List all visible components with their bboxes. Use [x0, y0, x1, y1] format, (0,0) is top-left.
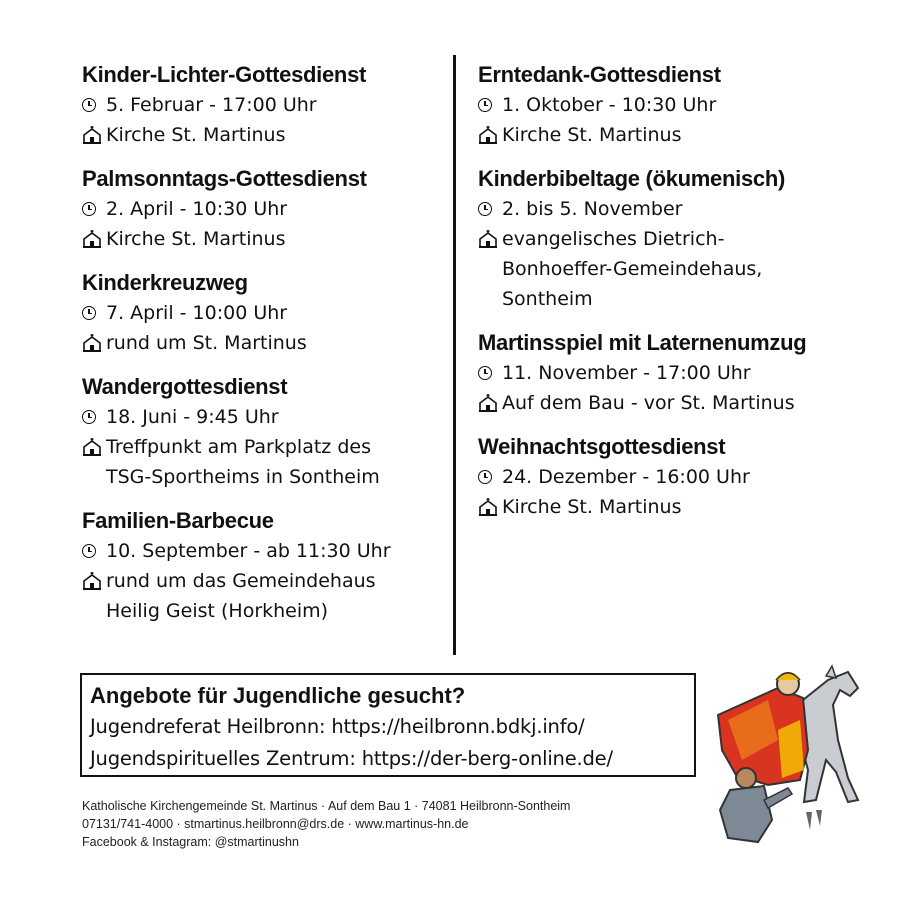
event-title: Martinsspiel mit Laternenumzug	[478, 330, 807, 355]
horse-shape	[800, 672, 858, 802]
beggar-body	[720, 786, 772, 842]
event-title: Wandergottesdienst	[82, 374, 288, 399]
events-right-column	[478, 60, 878, 536]
event-date-row	[478, 462, 878, 492]
footer-contact	[82, 797, 702, 851]
event-place-row	[478, 388, 878, 418]
event-item	[82, 506, 447, 626]
event-date: 10. September - ab 11:30 Uhr	[106, 540, 391, 562]
event-date-row	[82, 536, 447, 566]
event-place: Auf dem Bau - vor St. Martinus	[502, 392, 795, 414]
event-place-row	[82, 224, 447, 254]
st-martin-illustration	[708, 660, 878, 850]
event-date: 11. November - 17:00 Uhr	[502, 362, 751, 384]
church-icon	[478, 388, 502, 418]
event-date-row	[478, 90, 878, 120]
church-icon	[82, 120, 106, 150]
youth-link-berg[interactable]: Jugendspirituelles Zentrum: https://der-berg-online.de/	[90, 747, 613, 770]
clock-icon	[82, 90, 106, 120]
clock-icon	[82, 194, 106, 224]
clock-icon	[478, 194, 502, 224]
event-place-row	[82, 432, 447, 492]
youth-offers-box	[80, 673, 696, 777]
event-date-row	[82, 402, 447, 432]
event-place-row	[82, 566, 447, 626]
event-place: Treffpunkt am Parkplatz des TSG-Sportheims in Sontheim	[106, 436, 380, 488]
beggar-head	[736, 768, 756, 788]
footer-social: Facebook & Instagram: @stmartinushn	[82, 835, 299, 849]
event-item	[478, 328, 878, 418]
event-place: Kirche St. Martinus	[106, 124, 286, 146]
event-place-row	[478, 224, 878, 314]
event-place: rund um St. Martinus	[106, 332, 307, 354]
event-title: Erntedank-Gottesdienst	[478, 62, 721, 87]
event-date: 2. April - 10:30 Uhr	[106, 198, 288, 220]
church-icon	[82, 328, 106, 358]
event-date: 24. Dezember - 16:00 Uhr	[502, 466, 750, 488]
event-date: 5. Februar - 17:00 Uhr	[106, 94, 317, 116]
clock-icon	[478, 462, 502, 492]
event-place-row	[478, 492, 878, 522]
event-place: Kirche St. Martinus	[106, 228, 286, 250]
event-date-row	[478, 358, 878, 388]
youth-link-jugendreferat[interactable]: Jugendreferat Heilbronn: https://heilbronn.bdkj.info/	[90, 715, 585, 738]
event-date: 7. April - 10:00 Uhr	[106, 302, 288, 324]
event-date: 18. Juni - 9:45 Uhr	[106, 406, 279, 428]
event-place: Kirche St. Martinus	[502, 124, 682, 146]
clock-icon	[82, 402, 106, 432]
event-title: Kinderbibeltage (ökumenisch)	[478, 166, 785, 191]
event-item	[82, 60, 447, 150]
event-place: evangelisches Dietrich- Bonhoeffer-Gemeindehaus, Sontheim	[502, 228, 763, 310]
clock-icon	[478, 90, 502, 120]
event-item	[82, 372, 447, 492]
event-title: Familien-Barbecue	[82, 508, 274, 533]
event-date-row	[478, 194, 878, 224]
column-divider	[453, 55, 456, 655]
event-item	[478, 164, 878, 314]
event-item	[82, 164, 447, 254]
church-icon	[478, 224, 502, 254]
youth-offers-title: Angebote für Jugendliche gesucht?	[90, 683, 466, 708]
church-icon	[478, 120, 502, 150]
event-item	[82, 268, 447, 358]
church-icon	[82, 566, 106, 596]
event-title: Kinder-Lichter-Gottesdienst	[82, 62, 367, 87]
event-item	[478, 432, 878, 522]
church-icon	[82, 224, 106, 254]
event-date: 2. bis 5. November	[502, 198, 683, 220]
event-place: rund um das Gemeindehaus Heilig Geist (Horkheim)	[106, 570, 376, 622]
event-place: Kirche St. Martinus	[502, 496, 682, 518]
event-place-row	[82, 120, 447, 150]
event-place-row	[82, 328, 447, 358]
event-title: Kinderkreuzweg	[82, 270, 248, 295]
footer-phone-email-web: 07131/741-4000 · stmartinus.heilbronn@drs.de · www.martinus-hn.de	[82, 817, 469, 831]
event-title: Weihnachtsgottesdienst	[478, 434, 726, 459]
clock-icon	[82, 536, 106, 566]
clock-icon	[82, 298, 106, 328]
event-item	[478, 60, 878, 150]
events-left-column	[82, 60, 447, 640]
church-icon	[82, 432, 106, 462]
clock-icon	[478, 358, 502, 388]
event-date-row	[82, 298, 447, 328]
event-date-row	[82, 90, 447, 120]
footer-address: Katholische Kirchengemeinde St. Martinus · Auf dem Bau 1 · 74081 Heilbronn-Sontheim	[82, 799, 571, 813]
event-place-row	[478, 120, 878, 150]
event-date: 1. Oktober - 10:30 Uhr	[502, 94, 717, 116]
church-icon	[478, 492, 502, 522]
event-date-row	[82, 194, 447, 224]
event-title: Palmsonntags-Gottesdienst	[82, 166, 367, 191]
